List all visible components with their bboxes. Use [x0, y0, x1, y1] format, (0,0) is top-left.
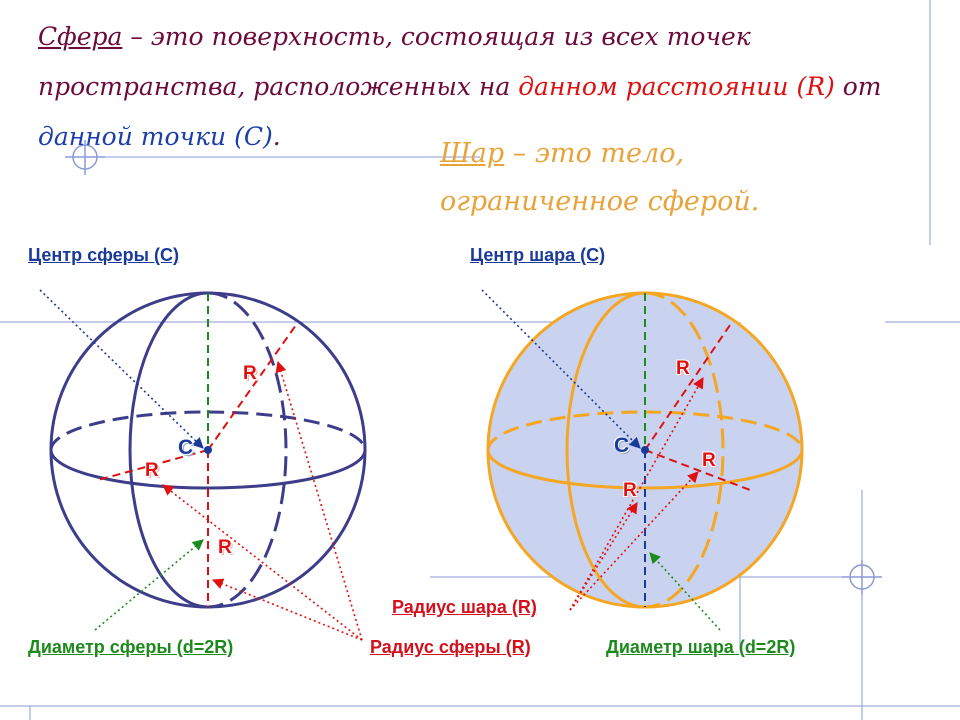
ball-radius-label: Радиус шара (R): [392, 597, 537, 617]
crosshair-icon: [842, 560, 882, 595]
sphere-center-mark: C: [178, 436, 194, 459]
ball-definition: [440, 130, 860, 226]
ball-definition-text: – это тело, ограниченное сферой.: [440, 138, 760, 217]
sphere-definition-part: – это поверхность, состоящая из всех точек пространства,: [38, 22, 751, 101]
sphere-diameter-label: Диаметр сферы (d=2R): [28, 637, 234, 657]
sphere-center-label: Центр сферы (С): [28, 245, 179, 265]
ball-term: Шар: [440, 138, 505, 169]
sphere-definition-distance: данном расстоянии: [518, 72, 797, 101]
ball-center-mark: C: [614, 434, 630, 457]
ball-radius-mark: R: [623, 480, 637, 501]
sphere-definition-part: от: [842, 72, 882, 101]
ball-center-label: Центр шара (С): [470, 245, 606, 265]
ball-radius-mark: R: [676, 358, 690, 379]
sphere-term: Сфера: [38, 22, 123, 51]
sphere-radius-mark: R: [218, 537, 232, 558]
sphere-radius-pointer: [213, 580, 362, 640]
sphere-definition-point: данной точки: [38, 122, 235, 151]
sphere-meridian-front: [130, 293, 208, 607]
sphere-definition-part: .: [272, 122, 281, 151]
sphere-figure: [51, 293, 365, 607]
ball-center-point: [641, 446, 649, 454]
sphere-radius-label: Радиус сферы (R): [370, 637, 531, 657]
sphere-radius-line: [208, 325, 296, 450]
sphere-center-pointer: [40, 290, 203, 448]
sphere-definition-center: (С): [234, 122, 273, 151]
sphere-radius-pointer: [278, 362, 362, 640]
sphere-meridian-back: [208, 293, 286, 607]
sphere-center-point: [204, 446, 212, 454]
sphere-radius-pointer: [163, 485, 362, 640]
ball-figure: [488, 293, 802, 607]
sphere-definition-part: расположенных на: [253, 72, 519, 101]
ball-diameter-label: Диаметр шара (d=2R): [606, 637, 796, 657]
ball-radius-mark: R: [702, 450, 716, 471]
sphere-radius-mark: R: [243, 363, 257, 384]
sphere-definition-radius: (R): [796, 72, 843, 101]
sphere-radius-mark: R: [145, 460, 159, 481]
